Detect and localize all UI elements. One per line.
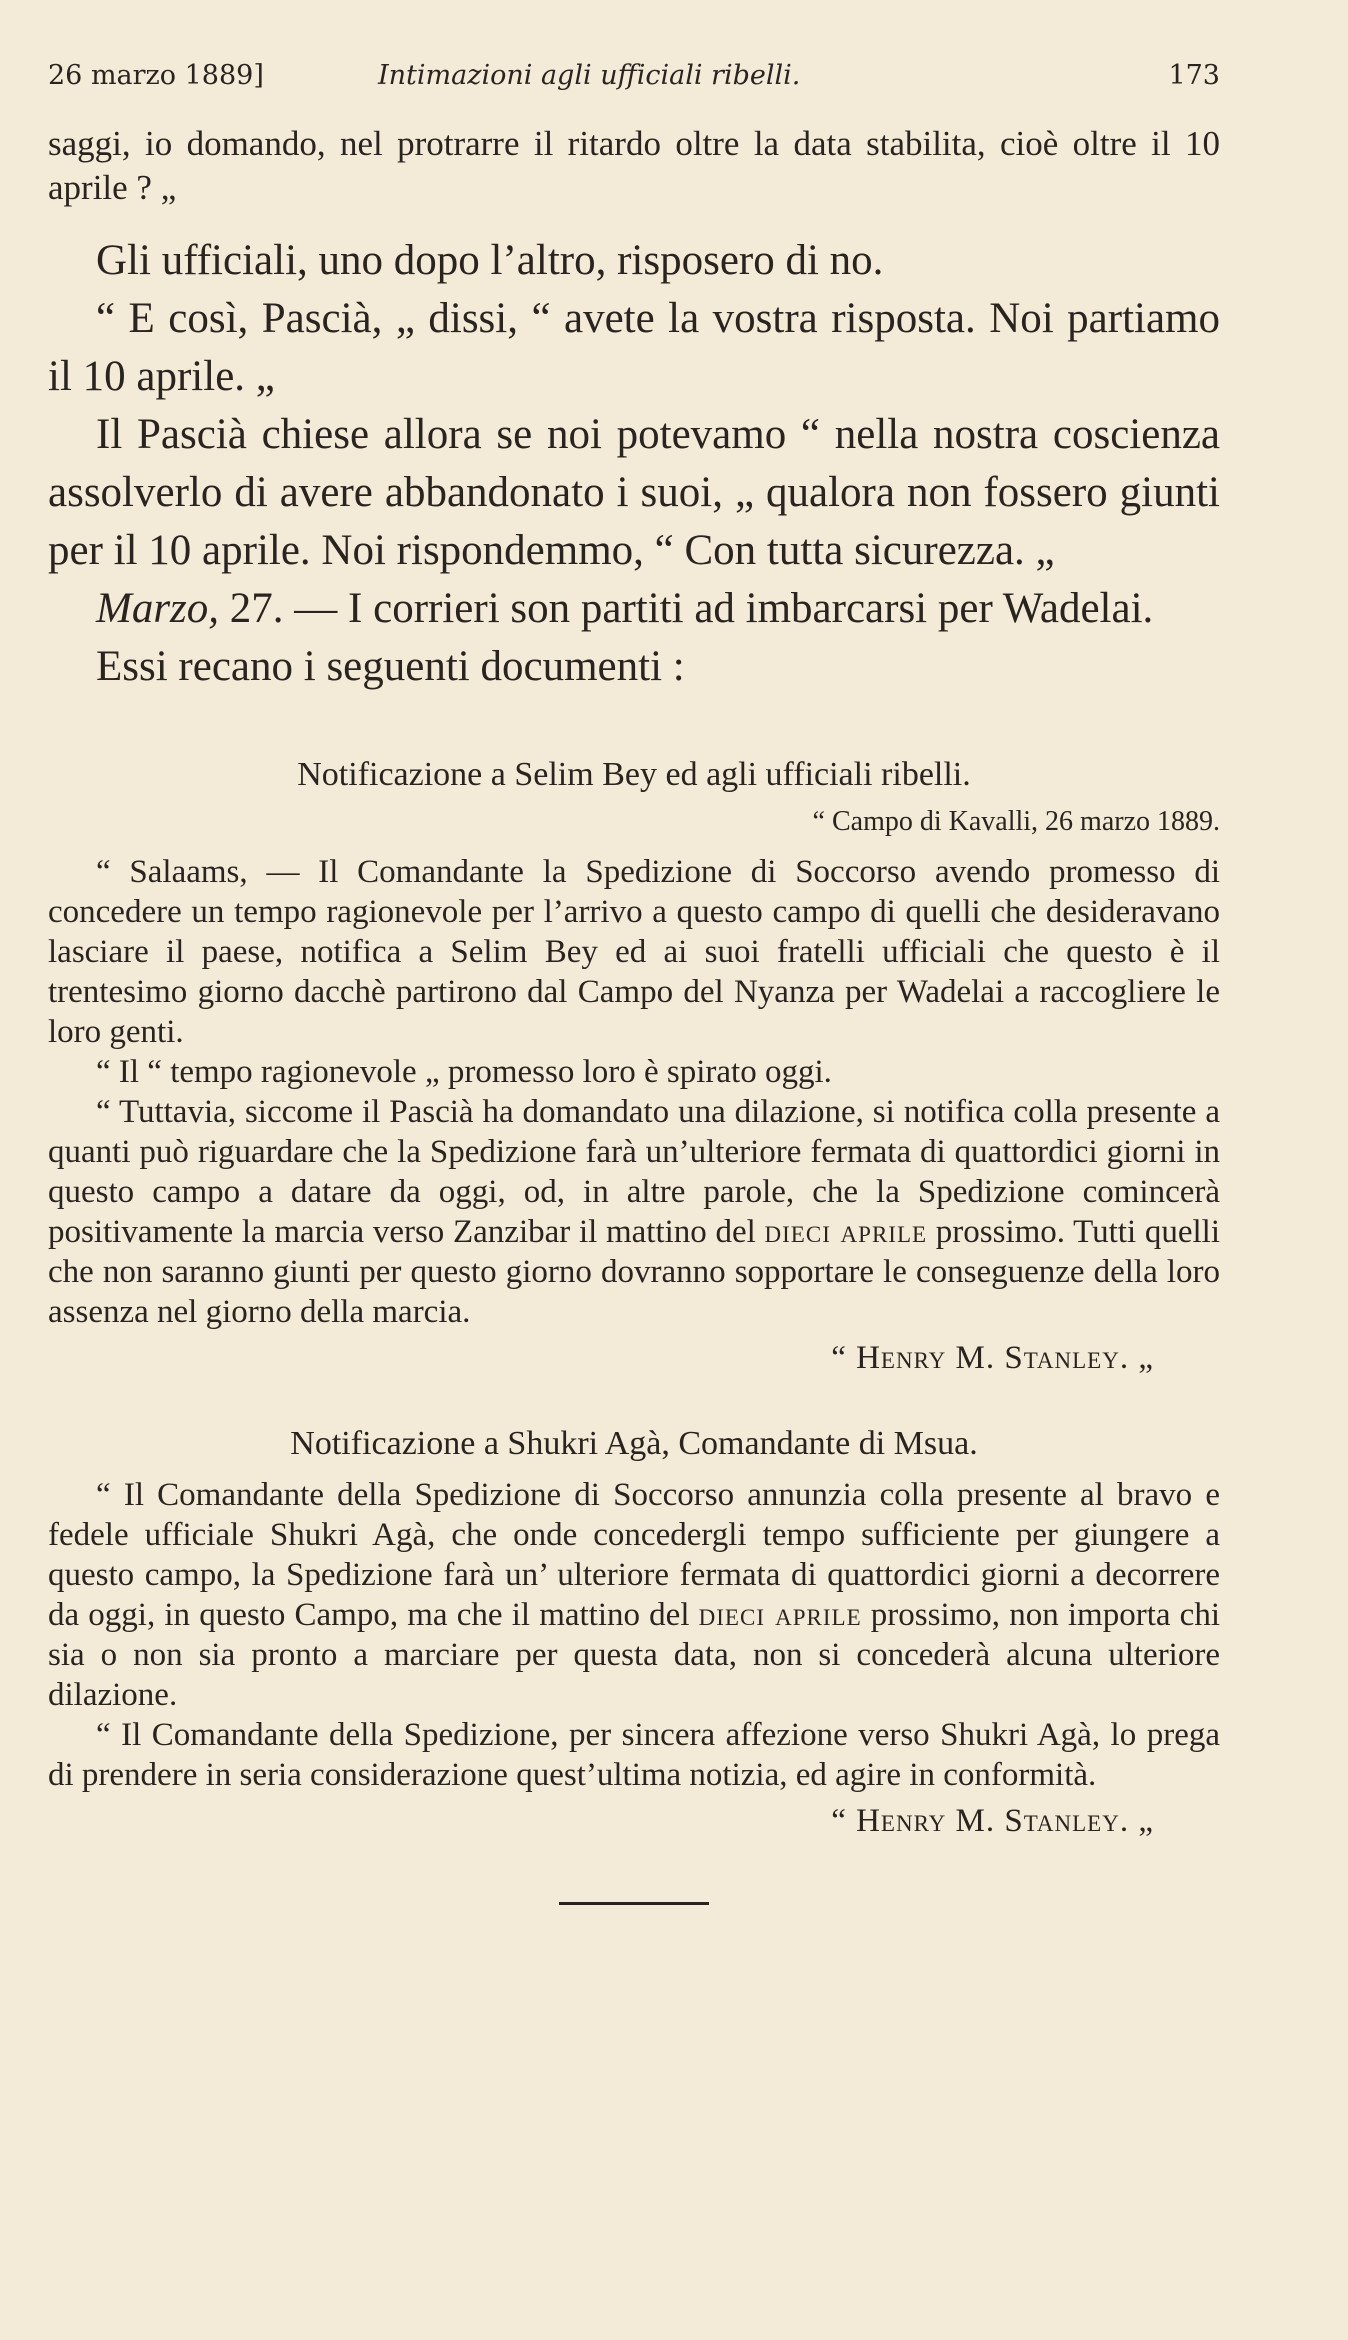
notice-selim-bey bbox=[48, 756, 1220, 1377]
notice-title: Notificazione a Selim Bey ed agli ufficiali ribelli. bbox=[297, 756, 971, 793]
notice-paragraph bbox=[48, 1092, 1220, 1332]
text-run: prossimo. Tutti quelli che non saranno giunti per questo giorno dovranno sopportare le conseguenze della loro assenza nel giorno della marcia. bbox=[48, 1214, 1220, 1330]
running-header bbox=[48, 60, 1220, 110]
signature: “ Henry M. Stanley. „ bbox=[831, 1340, 1154, 1376]
notice-paragraph bbox=[48, 1475, 1220, 1715]
date-small-caps: dieci aprile bbox=[698, 1597, 862, 1633]
text-run: “ Il Comandante della Spedizione di Soccorso annunzia colla presente al bravo e fedele ufficiale Shukri Agà, che onde concedergli tempo sufficiente per giungere a questo campo, la Spedizione farà un’ ulteriore fermata di quattordici giorni a decorrere da oggi, in questo Campo, ma che il mattino del bbox=[48, 1477, 1220, 1633]
notice-shukri-aga bbox=[48, 1425, 1220, 1840]
continued-paragraph: saggi, io domando, nel protrarre il ritardo oltre la data stabilita, cioè oltre il 10 aprile ? „ bbox=[48, 124, 1220, 207]
book-page bbox=[48, 60, 1220, 1905]
text-run: prossimo, non importa chi sia o non sia pronto a marciare per questa data, non si concederà alcuna ulteriore dilazione. bbox=[48, 1597, 1220, 1713]
paragraph: Il Pascià chiese allora se noi potevamo “ nella nostra coscienza assolverlo di avere abbandonato i suoi, „ qualora non fossero giunti per il 10 aprile. Noi rispondemmo, “ Con tutta sicurezza. „ bbox=[48, 411, 1220, 574]
notice-paragraph: “ Salaams, — Il Comandante la Spedizione di Soccorso avendo promesso di concedere un tempo ragionevole per l’arrivo a questo campo di quelli che desideravano lasciare il paese, notifica a Selim Bey ed ai suoi fratelli ufficiali che questo è il trentesimo giorno dacchè partirono dal Campo del Nyanza per Wadelai a raccogliere le loro genti. bbox=[48, 854, 1220, 1050]
header-date: 26 marzo 1889] bbox=[48, 60, 264, 91]
diary-text: 27. — I corrieri son partiti ad imbarcarsi per Wadelai. bbox=[219, 585, 1154, 632]
signature: “ Henry M. Stanley. „ bbox=[831, 1803, 1154, 1839]
date-small-caps: dieci aprile bbox=[764, 1214, 928, 1250]
text-run: “ Tuttavia, siccome il Pascià ha domandato una dilazione, si notifica colla presente a quanti può riguardare che la Spedizione farà un’ulteriore fermata di quattordici giorni in questo campo a datare da oggi, od, in altre parole, che la Spedizione comincerà positivamente la marcia verso Zanzibar il mattino del bbox=[48, 1094, 1220, 1250]
notice-dateline: “ Campo di Kavalli, 26 marzo 1889. bbox=[812, 806, 1220, 837]
section-divider bbox=[559, 1902, 709, 1905]
notice-paragraph: “ Il “ tempo ragionevole „ promesso loro è spirato oggi. bbox=[96, 1054, 832, 1090]
diary-date: Marzo, bbox=[96, 585, 220, 632]
page-number: 173 bbox=[1168, 60, 1220, 91]
notice-title: Notificazione a Shukri Agà, Comandante di Msua. bbox=[290, 1425, 978, 1462]
notice-paragraph: “ Il Comandante della Spedizione, per sincera affezione verso Shukri Agà, lo prega di prendere in seria considerazione quest’ultima notizia, ed agire in conformità. bbox=[48, 1717, 1220, 1793]
diary-entry bbox=[48, 580, 1220, 638]
documents-intro: Essi recano i seguenti documenti : bbox=[96, 643, 685, 690]
header-title: Intimazioni agli ufficiali ribelli. bbox=[378, 60, 801, 91]
paragraph: “ E così, Pascià, „ dissi, “ avete la vostra risposta. Noi partiamo il 10 aprile. „ bbox=[48, 295, 1220, 400]
paragraph: Gli ufficiali, uno dopo l’altro, risposero di no. bbox=[96, 237, 884, 284]
